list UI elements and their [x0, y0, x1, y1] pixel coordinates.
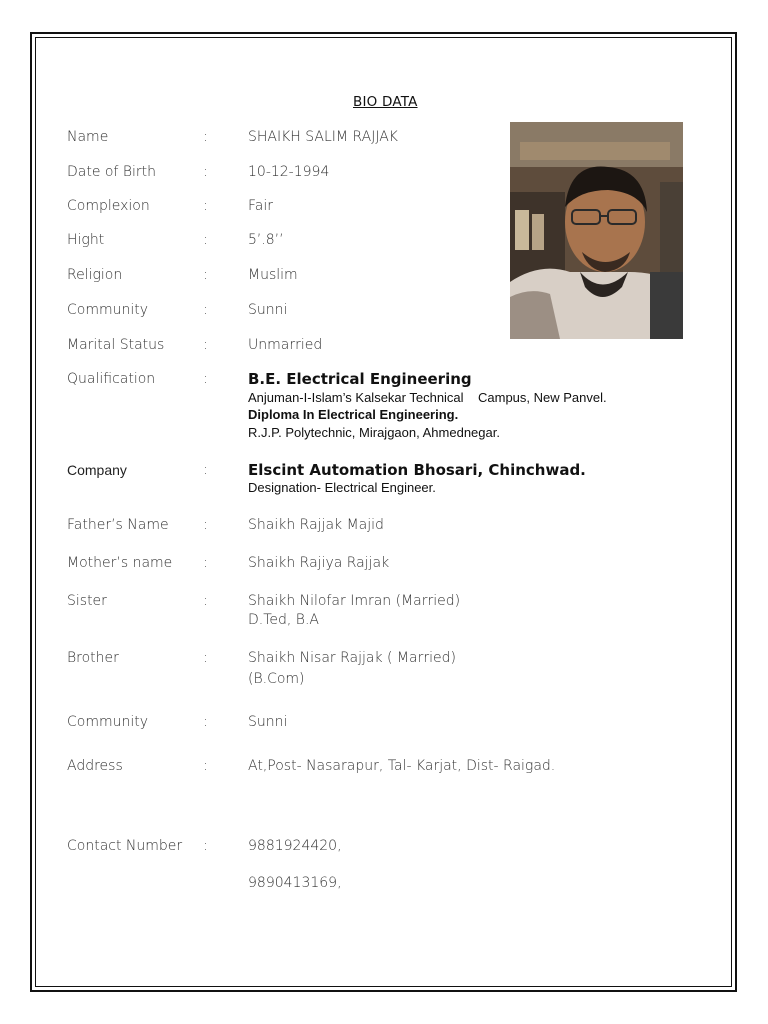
- community-value: Sunni: [248, 302, 288, 318]
- document-title: BIO DATA: [353, 94, 418, 110]
- brother-label: Brother: [67, 650, 119, 666]
- complexion-colon: :: [203, 198, 208, 214]
- company-label: Company: [67, 462, 127, 478]
- company-name: Elscint Automation Bhosari, Chinchwad.: [248, 461, 586, 479]
- qualification-label: Qualification: [67, 371, 156, 387]
- community-colon: :: [203, 302, 208, 318]
- mother-name-label: Mother’s name: [67, 555, 173, 571]
- address-label: Address: [67, 758, 123, 774]
- qualification-diploma-college: R.J.P. Polytechnic, Mirajgaon, Ahmednegar.: [248, 425, 500, 440]
- father-name-label: Father’s Name: [67, 517, 169, 533]
- qualification-diploma: Diploma In Electrical Engineering.: [248, 407, 459, 422]
- height-label: Hight: [67, 232, 105, 248]
- brother-education: (B.Com): [248, 671, 305, 687]
- name-colon: :: [203, 129, 208, 145]
- complexion-value: Fair: [248, 198, 273, 214]
- company-colon: :: [203, 462, 208, 478]
- dob-label: Date of Birth: [67, 164, 157, 180]
- contact-number-label: Contact Number: [67, 838, 183, 854]
- sister-education: D.Ted, B.A: [248, 612, 319, 628]
- religion-value: Muslim: [248, 267, 298, 283]
- sister-value: Shaikh Nilofar Imran (Married): [248, 593, 461, 609]
- community-value-2: Sunni: [248, 714, 288, 730]
- address-value: At,Post- Nasarapur, Tal- Karjat, Dist- Raigad.: [248, 758, 556, 774]
- name-label: Name: [67, 129, 109, 145]
- marital-status-value: Unmarried: [248, 337, 323, 353]
- qualification-degree: B.E. Electrical Engineering: [248, 370, 472, 388]
- complexion-label: Complexion: [67, 198, 150, 214]
- mother-name-value: Shaikh Rajiya Rajjak: [248, 555, 390, 571]
- qualification-colon: :: [203, 371, 208, 387]
- address-colon: :: [203, 758, 208, 774]
- height-colon: :: [203, 232, 208, 248]
- contact-number-colon: :: [203, 838, 208, 854]
- father-name-colon: :: [203, 517, 208, 533]
- marital-status-colon: :: [203, 337, 208, 353]
- father-name-value: Shaikh Rajjak Majid: [248, 517, 384, 533]
- religion-colon: :: [203, 267, 208, 283]
- brother-colon: :: [203, 650, 208, 666]
- company-designation: Designation- Electrical Engineer.: [248, 480, 436, 495]
- sister-label: Sister: [67, 593, 107, 609]
- community-label: Community: [67, 302, 149, 318]
- mother-name-colon: :: [203, 555, 208, 571]
- profile-photo-graphic: [510, 122, 683, 339]
- qualification-degree-college: Anjuman-I-Islam’s Kalsekar Technical Campus, New Panvel.: [248, 390, 607, 405]
- contact-number-1: 9881924420,: [248, 838, 342, 854]
- profile-photo: [510, 122, 683, 339]
- community-label-2: Community: [67, 714, 149, 730]
- brother-value: Shaikh Nisar Rajjak ( Married): [248, 650, 456, 666]
- dob-colon: :: [203, 164, 208, 180]
- sister-colon: :: [203, 593, 208, 609]
- height-value: 5’.8’’: [248, 232, 284, 248]
- religion-label: Religion: [67, 267, 123, 283]
- community-colon-2: :: [203, 714, 208, 730]
- dob-value: 10-12-1994: [248, 164, 330, 180]
- name-value: SHAIKH SALIM RAJJAK: [248, 129, 398, 145]
- marital-status-label: Marital Status: [67, 337, 165, 353]
- contact-number-2: 9890413169,: [248, 875, 342, 891]
